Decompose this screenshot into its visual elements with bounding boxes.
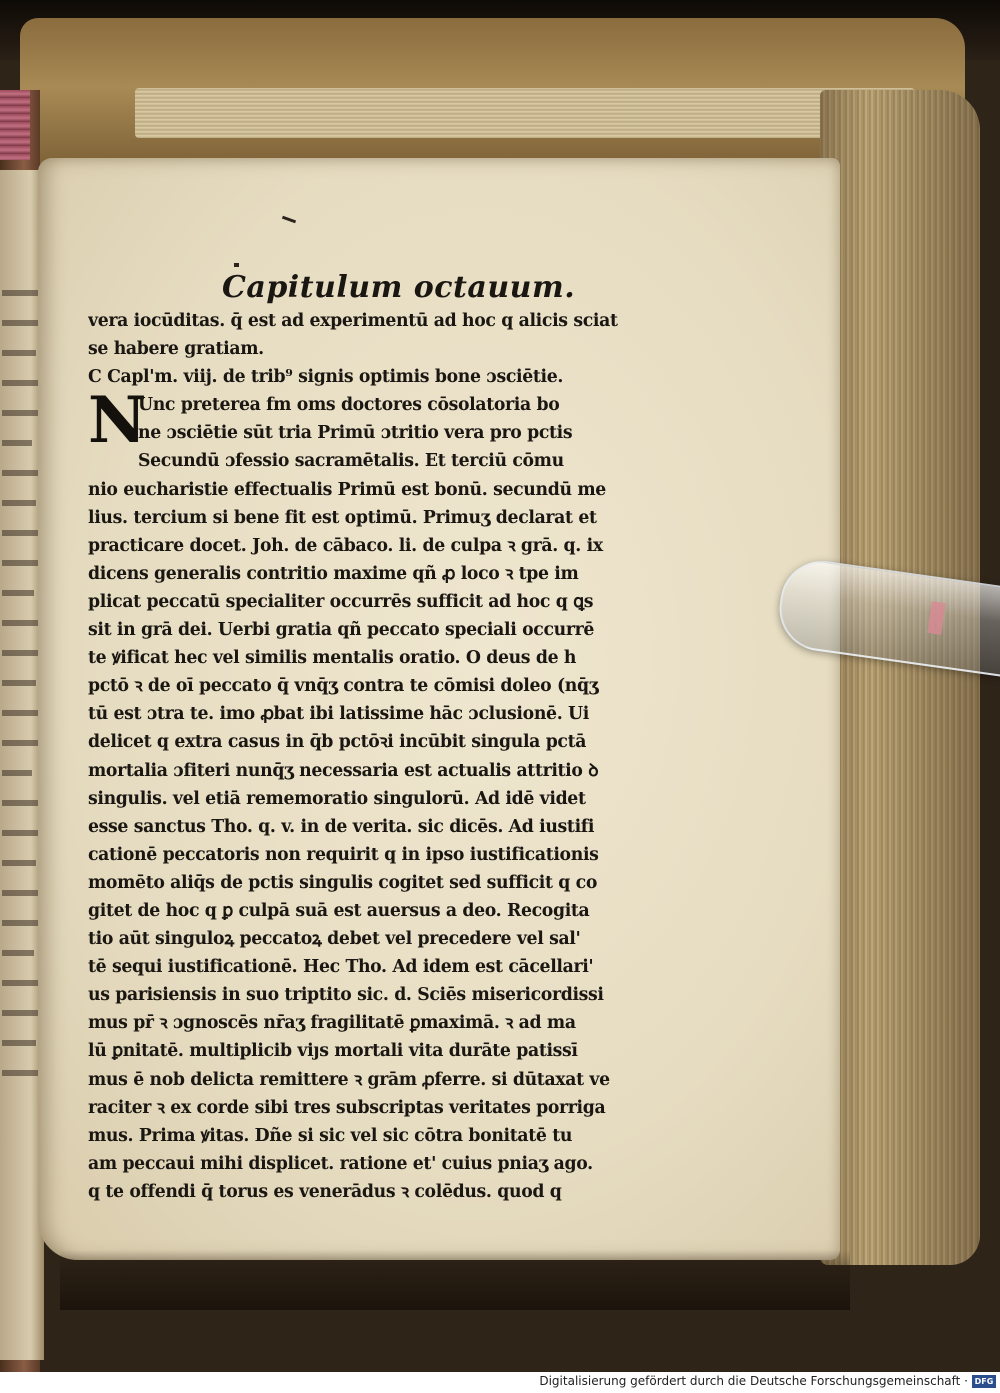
text-line: ne ɔsciētie sūt tria Primū ɔtritio vera pro pctis — [138, 423, 573, 444]
head-page-edges — [135, 88, 915, 138]
text-line: mus ē nob delicta remittere ꝛ grām ꝓferre. si dūtaxat ve — [88, 1069, 610, 1090]
running-head: Capitulum octauum. — [222, 270, 576, 305]
text-line: gitet de hoc q ꝑ culpā suā est auersus a deo. Recogita — [88, 900, 590, 921]
facing-page-text-line — [2, 500, 36, 506]
text-line: tio aūt singuloꝝ peccatoꝝ debet vel precedere vel sal' — [88, 929, 581, 950]
facing-page-text-line — [2, 890, 40, 896]
facing-page-text-line — [2, 860, 36, 866]
text-line: tē sequi iustificationē. Hec Tho. Ad idem est cācellari' — [88, 957, 594, 978]
text-line: lū ꝑnitatē. multiplicib viȷs mortali vita durāte patissī — [88, 1041, 578, 1062]
text-line: q te offendi q̄ torus es venerādus ꝛ colēdus. quod q — [88, 1181, 562, 1202]
text-line: vera iocūditas. q̄ est ad experimentū ad hoc q alicis sciat — [88, 311, 618, 331]
text-line: momēto aliq̄s de pctis singulis cogitet sed sufficit q co — [88, 872, 598, 893]
facing-page-text-line — [2, 410, 38, 416]
decorated-initial: N — [88, 383, 147, 458]
credit-bar — [0, 1372, 1000, 1393]
text-line: mus. Prima ꝟitas. Dñe si sic vel sic cōtra bonitatē tu — [88, 1125, 573, 1146]
facing-page-text-line — [2, 770, 32, 776]
text-line: dicens generalis contritio maxime qñ ꝓ loco ꝛ tpe im — [88, 563, 579, 584]
facing-page-text-line — [2, 950, 34, 956]
text-line: pctō ꝛ de oī peccato q̄ vnq̄ʒ contra te cōmisi doleo (nq̄ʒ — [88, 676, 599, 697]
facing-page-text-line — [2, 800, 40, 806]
facing-page-text-line — [2, 740, 38, 746]
chapter-heading: C Capl'm. viij. de trib⁹ signis optimis bone ɔsciētie. — [88, 367, 564, 388]
text-line: esse sanctus Tho. q. v. in de verita. sic dicēs. Ad iustifi — [88, 816, 595, 837]
facing-page-text-line — [2, 1070, 40, 1076]
facing-page-text-line — [2, 560, 40, 566]
facing-page-text-line — [2, 320, 40, 326]
text-line: se habere gratiam. — [88, 339, 264, 360]
text-line: Unc preterea fm oms doctores cōsolatoria bo — [138, 395, 560, 416]
spine-ribbon — [0, 90, 30, 160]
funding-credit: Digitalisierung gefördert durch die Deutsche Forschungsgemeinschaft · — [539, 1374, 968, 1388]
facing-page-text-line — [2, 470, 40, 476]
text-line: singulis. vel etiā rememoratio singulorū. Ad idē videt — [88, 788, 586, 809]
page-bottom-shadow — [60, 1250, 850, 1310]
text-line: Secundū ɔfessio sacramētalis. Et terciū cōmu — [138, 451, 564, 472]
text-line: mortalia ɔfiteri nunq̄ʒ necessaria est actualis attritio ꝺ — [88, 760, 599, 781]
text-block — [88, 307, 660, 1206]
text-line: cationē peccatoris non requirit q in ipso iustificationis — [88, 844, 599, 865]
text-line: delicet q extra casus in q̄b pctōꝛi incūbit singula pctā — [88, 732, 587, 753]
text-line: mus pr̄ ꝛ ɔgnoscēs nr̄aʒ fragilitatē ꝑmaximā. ꝛ ad ma — [88, 1013, 576, 1034]
facing-page-text-line — [2, 350, 36, 356]
text-line: nio eucharistie effectualis Primū est bonū. secundū me — [88, 479, 606, 500]
facing-page-text-line — [2, 710, 40, 716]
facing-page-text-line — [2, 620, 40, 626]
text-line: sit in grā dei. Uerbi gratia qñ peccato speciali occurrē — [88, 620, 594, 641]
text-line: lius. tercium si bene fit est optimū. Primuʒ declarat et — [88, 507, 597, 528]
text-line: te ꝟificat hec vel similis mentalis oratio. O deus de h — [88, 648, 577, 669]
facing-page-text-line — [2, 980, 40, 986]
facing-page-text-line — [2, 290, 38, 296]
text-line: tū est ɔtra te. imo ꝓbat ibi latissime hāc ɔclusionē. Ui — [88, 704, 589, 725]
page-mark — [234, 263, 239, 267]
facing-page-text-line — [2, 650, 38, 656]
facing-page-text-line — [2, 920, 38, 926]
facing-page-text-line — [2, 440, 32, 446]
facing-page-text-line — [2, 380, 40, 386]
facing-page-text-line — [2, 680, 36, 686]
dfg-logo-icon: DFG — [972, 1375, 996, 1388]
text-line: practicare docet. Joh. de cābaco. li. de culpa ꝛ grā. q. ix — [88, 535, 603, 556]
text-line: us parisiensis in suo triptito sic. d. Sciēs misericordissi — [88, 985, 604, 1006]
facing-page-text-line — [2, 590, 34, 596]
facing-page-text-line — [2, 1010, 38, 1016]
text-line: am peccaui mihi displicet. ratione et' cuius pniaʒ ago. — [88, 1153, 593, 1174]
text-line: plicat peccatū specialiter occurrēs sufficit ad hoc q ꝗs — [88, 591, 594, 612]
text-line: raciter ꝛ ex corde sibi tres subscriptas veritates porriga — [88, 1097, 606, 1118]
facing-page-text-line — [2, 1040, 36, 1046]
facing-page-text-line — [2, 530, 38, 536]
facing-page-text-line — [2, 830, 38, 836]
